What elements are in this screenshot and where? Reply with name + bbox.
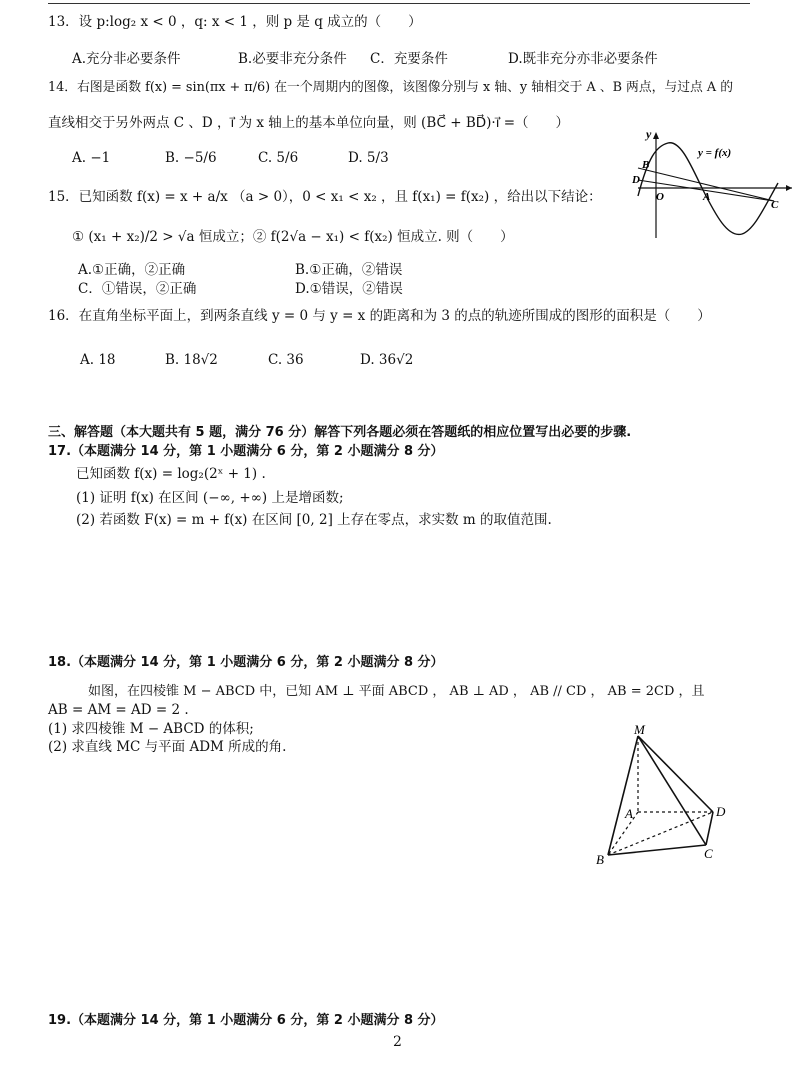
top-rule [48, 3, 750, 4]
q18-point-b: B [596, 852, 604, 867]
q15-stem: 15．已知函数 f(x) = x + a/x （a > 0），0 < x₁ < x₂ ，且 f(x₁) = f(x₂) ，给出以下结论： [48, 189, 602, 205]
q18-given-line2: AB = AM = AD = 2 . [48, 702, 189, 718]
q18-point-a: A [625, 806, 633, 821]
page-number: 2 [393, 1034, 402, 1050]
q18-pyramid-figure [592, 718, 742, 868]
q17-given: 已知函数 f(x) = log₂(2ˣ + 1) . [76, 466, 266, 482]
q14-line1: 14．右图是函数 f(x) = sin(πx + π/6) 在一个周期内的图像，该图像分别与 x 轴、y 轴相交于 A 、B 两点，与过点 A 的 [48, 80, 734, 95]
q16-option-c: C. 36 [268, 352, 304, 368]
q18-given-line1: 如图，在四棱锥 M − ABCD 中，已知 AM ⊥ 平面 ABCD ， AB ⊥ AD ， AB // CD ， AB = 2CD ，且 [88, 684, 705, 699]
q15-conclusions: ① (x₁ + x₂)/2 > √a 恒成立；② f(2√a − x₁) < f(x₂) 恒成立. 则（ ） [72, 229, 514, 245]
q14-option-d: D. 5/3 [348, 150, 389, 166]
q15-option-a: A.①正确，②正确 [78, 262, 186, 278]
q13-option-d: D.既非充分亦非必要条件 [508, 51, 658, 67]
q13-option-b: B.必要非充分条件 [238, 51, 347, 67]
q18-part-1: (1) 求四棱锥 M − ABCD 的体积; [48, 721, 254, 737]
q18-point-d: D [716, 804, 726, 819]
q13-stem: 13．设 p:log₂ x < 0 ，q: x < 1 ，则 p 是 q 成立的（ ） [48, 14, 422, 30]
q14-option-a: A. −1 [72, 150, 111, 166]
q17-part-1: (1) 证明 f(x) 在区间 (−∞, +∞) 上是增函数; [76, 490, 344, 506]
q14-point-a: A [703, 191, 711, 203]
q13-option-a: A.充分非必要条件 [72, 51, 181, 67]
q14-option-b: B. −5/6 [165, 150, 217, 166]
q14-option-c: C. 5/6 [258, 150, 299, 166]
q16-option-a: A. 18 [80, 352, 116, 368]
q16-stem: 16．在直角坐标平面上，到两条直线 y = 0 与 y = x 的距离和为 3 的点的轨迹所围成的图形的面积是（ ） [48, 308, 711, 324]
q16-option-b: B. 18√2 [165, 352, 218, 368]
q14-point-c: C [771, 199, 779, 211]
q14-y-axis-label: y [646, 128, 652, 141]
q14-point-o: O [656, 191, 664, 203]
q18-point-c: C [704, 846, 713, 861]
q14-point-b: B [642, 159, 650, 171]
q18-heading: 18.（本题满分 14 分，第 1 小题满分 6 分，第 2 小题满分 8 分） [48, 655, 444, 670]
q18-point-m: M [634, 722, 645, 737]
q14-sine-figure [628, 128, 794, 240]
q16-option-d: D. 36√2 [360, 352, 414, 368]
q15-option-c: C．①错误，②正确 [78, 281, 197, 297]
q18-part-2: (2) 求直线 MC 与平面 ADM 所成的角. [48, 739, 287, 755]
q17-heading: 17.（本题满分 14 分，第 1 小题满分 6 分，第 2 小题满分 8 分） [48, 444, 444, 459]
q19-heading: 19.（本题满分 14 分，第 1 小题满分 6 分，第 2 小题满分 8 分） [48, 1013, 444, 1028]
q14-function-label: y = f(x) [698, 147, 732, 159]
q15-option-d: D.①错误，②错误 [295, 281, 403, 297]
section-3-heading: 三、解答题（本大题共有 5 题，满分 76 分）解答下列各题必须在答题纸的相应位置写出必要的步骤. [48, 425, 632, 440]
q17-part-2: (2) 若函数 F(x) = m + f(x) 在区间 [0, 2] 上存在零点，求实数 m 的取值范围. [76, 512, 552, 528]
q13-option-c: C．充要条件 [370, 51, 448, 67]
q14-point-d: D [632, 174, 640, 186]
q14-line2: 直线相交于另外两点 C 、D ，i⃗ 为 x 轴上的基本单位向量，则 (BC⃗ + BD⃗)·i⃗ =（ ） [48, 115, 570, 131]
q15-option-b: B.①正确，②错误 [295, 262, 403, 278]
